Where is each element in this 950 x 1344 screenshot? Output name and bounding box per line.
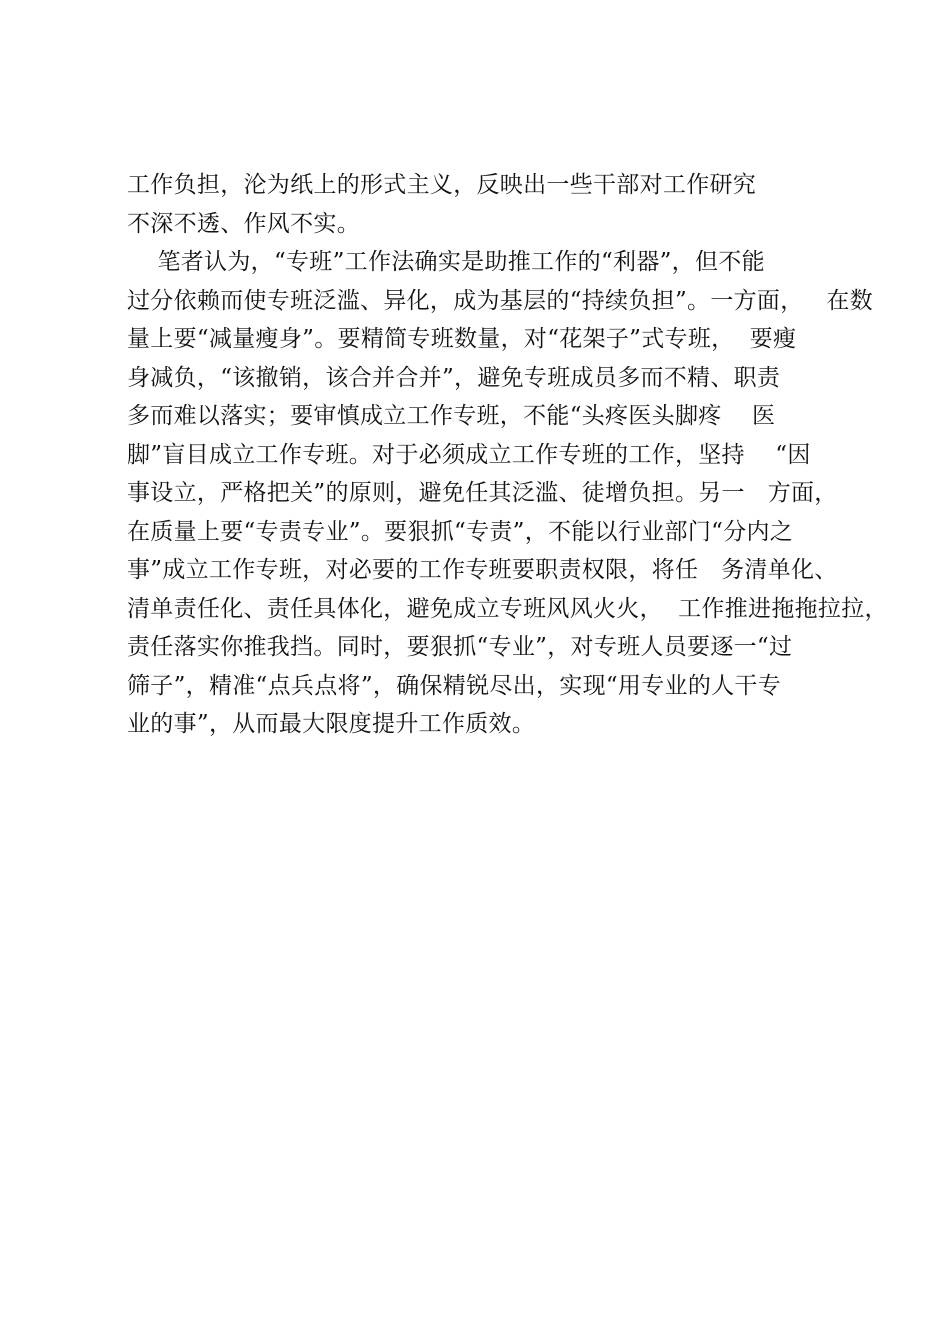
text-line-14: 筛子”，精准“点兵点将”，确保精锐尽出，实现“用专业的人干专 [127,672,782,699]
text-line-12: 清单责任化、责任具体化，避免成立专班风风火火， 工作推进拖拖拉拉， [127,595,888,622]
text-line-1: 工作负担，沦为纸上的形式主义，反映出一些干部对工作研究 [127,172,757,198]
body-text [127,166,888,744]
text-line-4: 过分依赖而使专班泛滥、异化，成为基层的“持续负担”。一方面， 在数 [127,287,873,314]
text-line-11: 事”成立工作专班，对必要的工作专班要职责权限，将任 务清单化、 [127,557,838,583]
text-line-5: 量上要“减量瘦身”。要精简专班数量，对“花架子”式专班， 要瘦 [127,326,797,352]
text-line-3: 笔者认为，“专班”工作法确实是助推工作的“利器”，但不能 [127,249,765,275]
text-line-6: 身减负，“该撤销，该合并合并”，避免专班成员多而不精、职责 [127,364,781,391]
text-line-2: 不深不透、作风不实。 [127,210,360,237]
text-line-13: 责任落实你推我挡。同时，要狠抓“专业”，对专班人员要逐一“过 [127,634,793,660]
text-line-9: 事设立，严格把关”的原则，避免任其泛滥、徒增负担。另一 方面， [127,480,838,506]
text-line-7: 多而难以落实；要审慎成立工作专班，不能“头疼医头脚疼 医 [127,403,776,429]
text-line-10: 在质量上要“专责专业”。要狠抓“专责”，不能以行业部门“分内之 [127,518,794,545]
text-line-8: 脚”盲目成立工作专班。对于必须成立工作专班的工作，坚持 “因 [127,441,811,468]
text-line-15: 业的事”，从而最大限度提升工作质效。 [127,711,536,737]
